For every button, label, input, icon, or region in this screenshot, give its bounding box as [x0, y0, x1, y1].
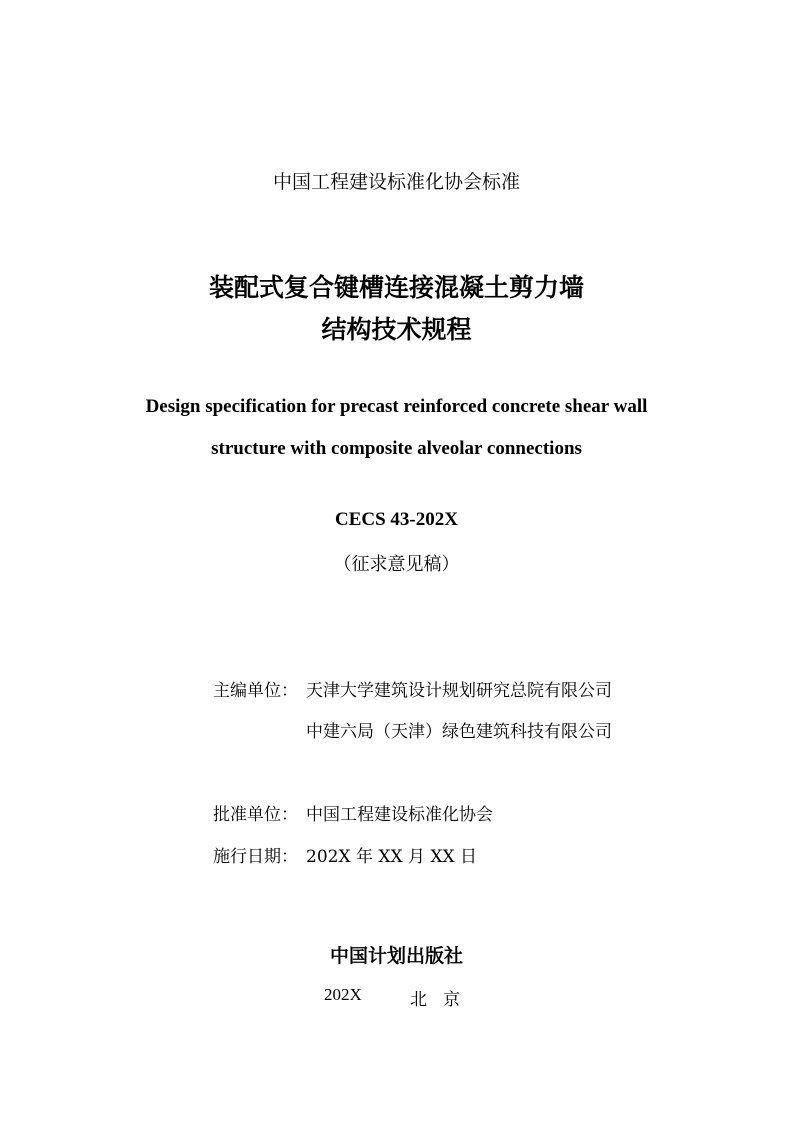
effective-date-value: 202X 年 XX 月 XX 日 — [306, 847, 477, 867]
editor-org-1: 天津大学建筑设计规划研究总院有限公司 — [306, 681, 612, 701]
association-standard-heading: 中国工程建设标准化协会标准 — [272, 171, 520, 193]
chinese-title-line-2: 结构技术规程 — [321, 315, 472, 344]
approval-label: 批准单位： — [213, 805, 298, 825]
chinese-title-line-1: 装配式复合键槽连接混凝土剪力墙 — [208, 273, 584, 302]
standard-code: CECS 43-202X — [335, 509, 458, 530]
english-title-line-1: Design specification for precast reinforced concrete shear wall — [145, 396, 648, 417]
effective-date-label: 施行日期： — [213, 847, 298, 867]
approval-value: 中国工程建设标准化协会 — [306, 805, 493, 825]
editors-label: 主编单位： — [213, 681, 298, 701]
english-title-line-2: structure with composite alveolar connections — [211, 438, 582, 459]
publication-year: 202X — [324, 985, 362, 1004]
publication-city: 北京 — [410, 990, 476, 1010]
publisher-name: 中国计划出版社 — [329, 945, 463, 967]
editor-org-2: 中建六局（天津）绿色建筑科技有限公司 — [306, 722, 612, 742]
draft-status: （征求意见稿） — [333, 554, 460, 575]
